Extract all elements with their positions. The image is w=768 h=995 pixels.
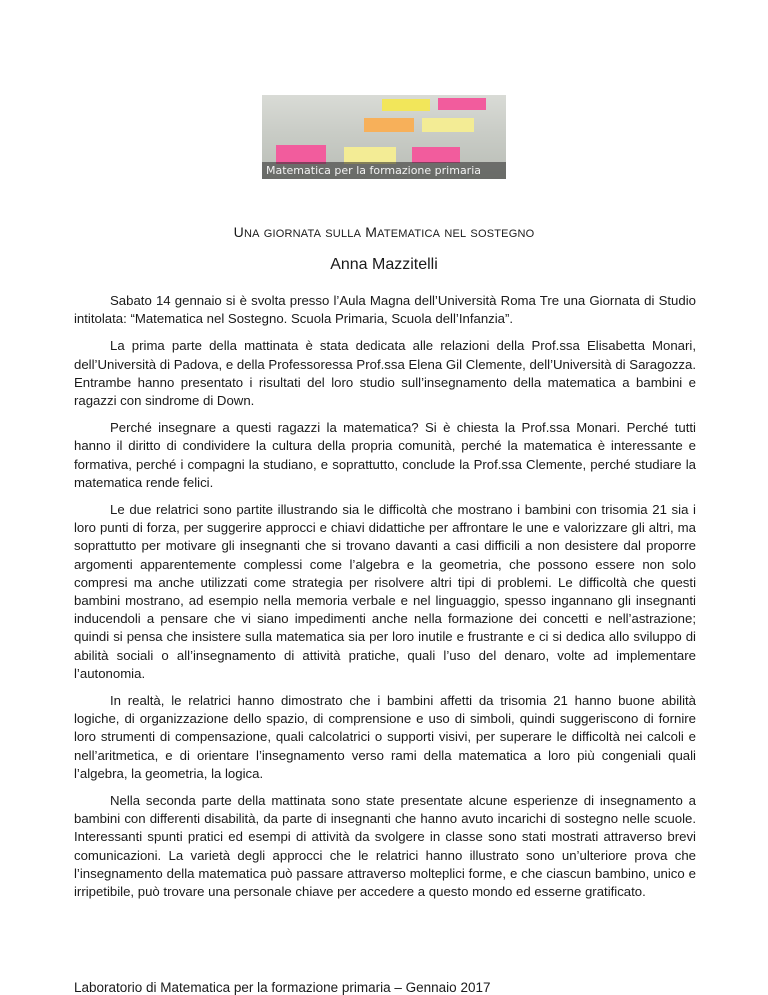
article-author: Anna Mazzitelli	[330, 256, 438, 273]
paragraph: Sabato 14 gennaio si è svolta presso l’Aula Magna dell’Università Roma Tre una Giornata di Studio intitolata: “Matematica nel Sostegno. Scuola Primaria, Scuola dell’Infanzia”.	[74, 293, 696, 327]
article-title-text: UNA GIORNATA SULLA MATEMATICA NEL SOSTEGNO	[233, 224, 535, 240]
banner-image	[262, 95, 506, 179]
page-footer: Laboratorio di Matematica per la formazione primaria – Gennaio 2017	[74, 980, 491, 995]
paragraph: In realtà, le relatrici hanno dimostrato che i bambini affetti da trisomia 21 hanno buone abilità logiche, di organizzazione dello spazio, di comprensione e uso di simboli, quindi suggeriscono di fornire loro strumenti di compensazione, quali calcolatrici o supporti visivi, per superare le difficoltà nei calcoli e nell’aritmetica, e di orientare l’insegnamento verso rami della matematica a loro più congeniali quali l’algebra, la geometria, la logica.	[74, 693, 696, 781]
post-it-pink	[438, 98, 486, 110]
article-title	[0, 224, 768, 240]
paragraph: Le due relatrici sono partite illustrando sia le difficoltà che mostrano i bambini con trisomia 21 sia i loro punti di forza, per suggerire approcci e chiavi didattiche per affrontare le une e valorizzare gli altri, ma soprattutto per motivare gli insegnanti che si trovano davanti a casi difficili a non desistere dal proporre argomenti apparentemente complessi come l’algebra e la geometria, che possono essere non solo compresi ma anche utilizzati come strategia per risolvere altri tipi di problemi. Le difficoltà che questi bambini mostrano, ad esempio nella memoria verbale e nel linguaggio, spesso ingannano gli insegnanti inducendoli a pensare che vi siano impedimenti anche nella formazione dei concetti e nell’astrazione; quindi si pensa che insistere sulla matematica sia per loro inutile e frustrante e ci si dedica allo sviluppo di abilità sociali o all’insegnamento di attività pratiche, quali l’uso del denaro, volte ad implementare l’autonomia.	[74, 502, 696, 681]
post-it-yellow	[422, 118, 474, 132]
paragraph: Perché insegnare a questi ragazzi la matematica? Si è chiesta la Prof.ssa Monari. Perché tutti hanno il diritto di condividere la cultura della propria comunità, perché la matematica è interessante e formativa, perché i compagni la studiano, e soprattutto, conclude la Prof.ssa Clemente, perché studiare la matematica rende felici.	[74, 420, 696, 490]
post-it-pink	[412, 147, 460, 163]
post-it-yellow	[382, 99, 430, 111]
banner-caption: Matematica per la formazione primaria	[266, 164, 482, 177]
article-body	[74, 292, 696, 910]
paragraph: La prima parte della mattinata è stata dedicata alle relazioni della Prof.ssa Elisabetta Monari, dell’Università di Padova, e della Professoressa Prof.ssa Elena Gil Clemente, dell’Università di Saragozza. Entrambe hanno presentato i risultati del loro studio sull’insegnamento della matematica a bambini e ragazzi con sindrome di Down.	[74, 338, 696, 409]
paragraph: Nella seconda parte della mattinata sono state presentate alcune esperienze di insegnamento a bambini con differenti disabilità, da parte di insegnanti che hanno avuto incarichi di sostegno nelle scuole. Interessanti spunti pratici ed esempi di attività da svolgere in classe sono stati mostrati attraverso brevi comunicazioni. La varietà degli approcci che le relatrici hanno illustrato sono un’ulteriore prova che l’insegnamento della matematica può passare attraverso molteplici forme, e che ciascun bambino, unico e irripetibile, può trovare una personale chiave per accedere a questo mondo ed esserne gratificato.	[74, 793, 696, 900]
post-it-orange	[364, 118, 414, 132]
